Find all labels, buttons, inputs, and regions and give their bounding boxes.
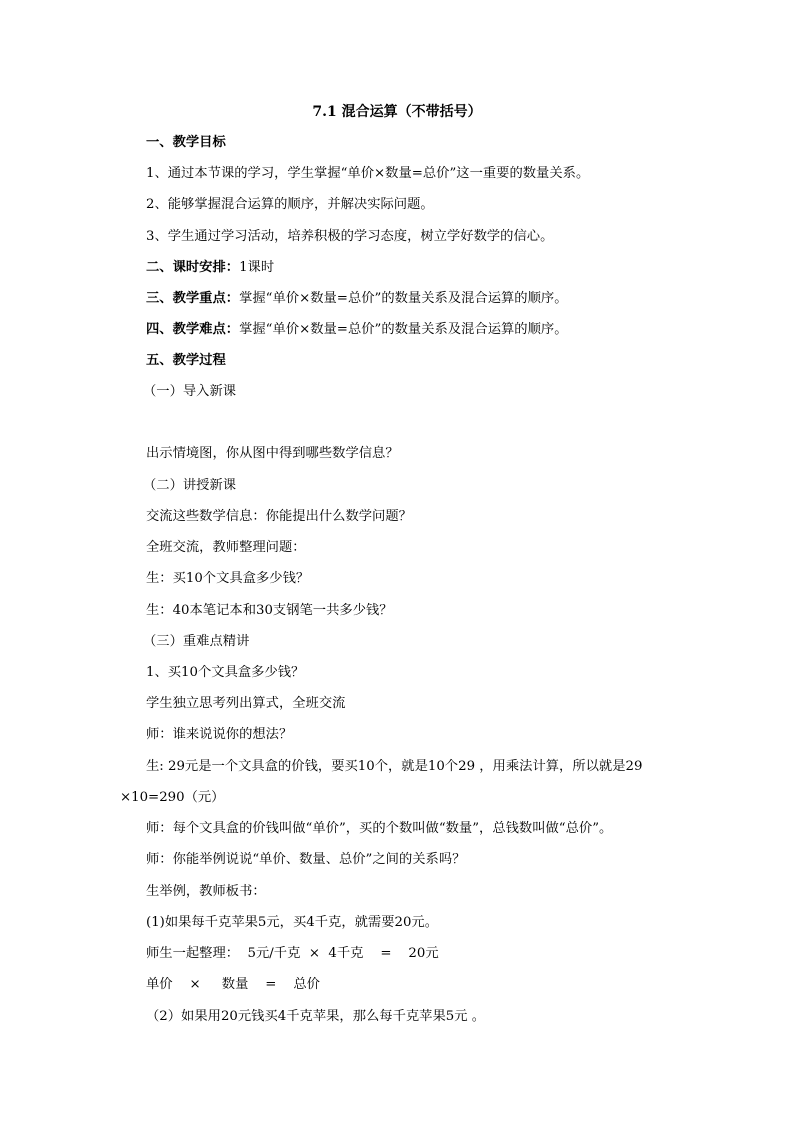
paragraph: 师：你能举例说说“单价、数量、总价”之间的关系吗？ [146, 852, 466, 867]
subsection-new-lesson: （二）讲授新课 [143, 478, 237, 493]
section-heading-process: 五、教学过程 [146, 353, 226, 368]
paragraph: 师：谁来说说你的想法？ [146, 727, 293, 742]
paragraph: 师：每个文具盒的价钱叫做“单价”，买的个数叫做“数量”，总钱数叫做“总价”。 [146, 821, 613, 836]
objective-3: 3、学生通过学习活动，培养积极的学习态度，树立学好数学的信心。 [146, 229, 554, 244]
key-point-line [146, 289, 568, 309]
paragraph-continuation: ×10=290（元） [120, 790, 225, 805]
objective-2: 2、能够掌握混合运算的顺序，并解决实际问题。 [146, 197, 434, 212]
formula-line: 师生一起整理： 5元/千克 × 4千克 = 20元 [146, 946, 439, 961]
schedule-value: 1课时 [239, 260, 275, 275]
paragraph: 交流这些数学信息：你能提出什么数学问题？ [146, 509, 412, 524]
subsection-intro: （一）导入新课 [143, 384, 237, 399]
paragraph: 生: 29元是一个文具盒的价钱，要买10个，就是10个29 ，用乘法计算，所以就是29 [146, 759, 643, 774]
section-heading-objectives: 一、教学目标 [146, 135, 226, 150]
paragraph: (1)如果每千克苹果5元，买4千克，就需要20元。 [146, 915, 439, 930]
paragraph: 生举例，教师板书： [146, 884, 266, 899]
formula-terms-line: 单价 × 数量 = 总价 [146, 977, 320, 992]
paragraph: 生：买10个文具盒多少钱？ [146, 571, 310, 586]
schedule-line [146, 258, 274, 278]
subsection-key-difficulty: （三）重难点精讲 [143, 634, 250, 649]
paragraph: 1、买10个文具盒多少钱？ [146, 665, 305, 680]
key-point-value: 掌握“单价×数量=总价”的数量关系及混合运算的顺序。 [239, 291, 568, 306]
paragraph: 生：40本笔记本和30支钢笔一共多少钱？ [146, 603, 393, 618]
objective-1: 1、通过本节课的学习，学生掌握“单价×数量=总价”这一重要的数量关系。 [146, 166, 590, 181]
difficulty-value: 掌握“单价×数量=总价”的数量关系及混合运算的顺序。 [239, 322, 568, 337]
paragraph: （2）如果用20元钱买4千克苹果，那么每千克苹果5元 。 [146, 1009, 486, 1024]
paragraph: 全班交流，教师整理问题： [146, 540, 306, 555]
page-title: 7.1 混合运算（不带括号） [312, 104, 482, 120]
difficulty-label: 四、教学难点： [146, 322, 240, 337]
key-point-label: 三、教学重点： [146, 291, 240, 306]
difficulty-line [146, 320, 568, 340]
paragraph: 学生独立思考列出算式，全班交流 [146, 696, 346, 711]
paragraph: 出示情境图，你从图中得到哪些数学信息？ [146, 446, 399, 461]
schedule-label: 二、课时安排： [146, 260, 240, 275]
